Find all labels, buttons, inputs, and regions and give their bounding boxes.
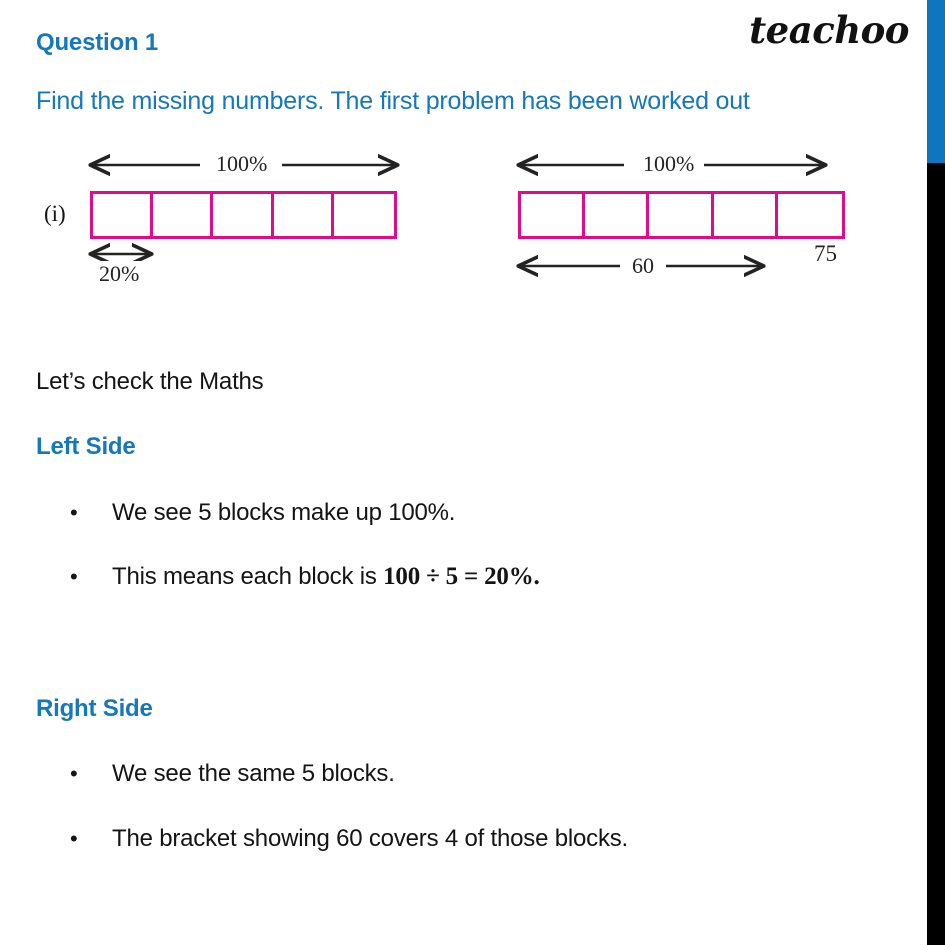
question-prompt: Find the missing numbers. The first problem has been worked out: [36, 87, 750, 115]
percent-bar-diagram: [0, 140, 927, 300]
teachoo-logo: teachoo: [749, 8, 909, 52]
question-title: Question 1: [36, 29, 159, 56]
inline-math: 100 ÷ 5 = 20%.: [383, 563, 540, 590]
right-bar-edge-value: 75: [814, 241, 837, 266]
list-item: [70, 563, 540, 591]
list-item-text: This means each block is 100 ÷ 5 = 20%.: [112, 563, 540, 590]
bar-block: [585, 194, 649, 236]
list-item: [70, 760, 395, 788]
right-bar-total-label: 100%: [637, 151, 700, 177]
list-item-text: The bracket showing 60 covers 4 of those blocks.: [112, 825, 629, 852]
bar-model-right: [518, 191, 845, 239]
edge-accent-bar-black: [927, 163, 945, 945]
bar-block: [778, 194, 842, 236]
edge-accent-bar-blue: [927, 0, 945, 163]
section-heading-right-side: Right Side: [36, 695, 153, 722]
bar-block: [714, 194, 778, 236]
right-bar-span-label: 60: [626, 253, 660, 279]
bar-block: [521, 194, 585, 236]
list-item-text: We see the same 5 blocks.: [112, 760, 395, 787]
bar-block: [649, 194, 713, 236]
list-item: [70, 825, 628, 853]
bullet-dot-icon: •: [70, 826, 78, 851]
intro-line: Let’s check the Maths: [36, 368, 264, 395]
list-item-text: We see 5 blocks make up 100%.: [112, 499, 456, 526]
left-bar-unit-label: 20%: [93, 261, 145, 287]
list-item: [70, 499, 455, 527]
bullet-dot-icon: •: [70, 761, 78, 786]
left-bar-total-label: 100%: [210, 151, 273, 177]
bullet-dot-icon: •: [70, 564, 78, 589]
diagram-item-label: (i): [44, 201, 66, 226]
section-heading-left-side: Left Side: [36, 433, 136, 460]
bullet-dot-icon: •: [70, 500, 78, 525]
